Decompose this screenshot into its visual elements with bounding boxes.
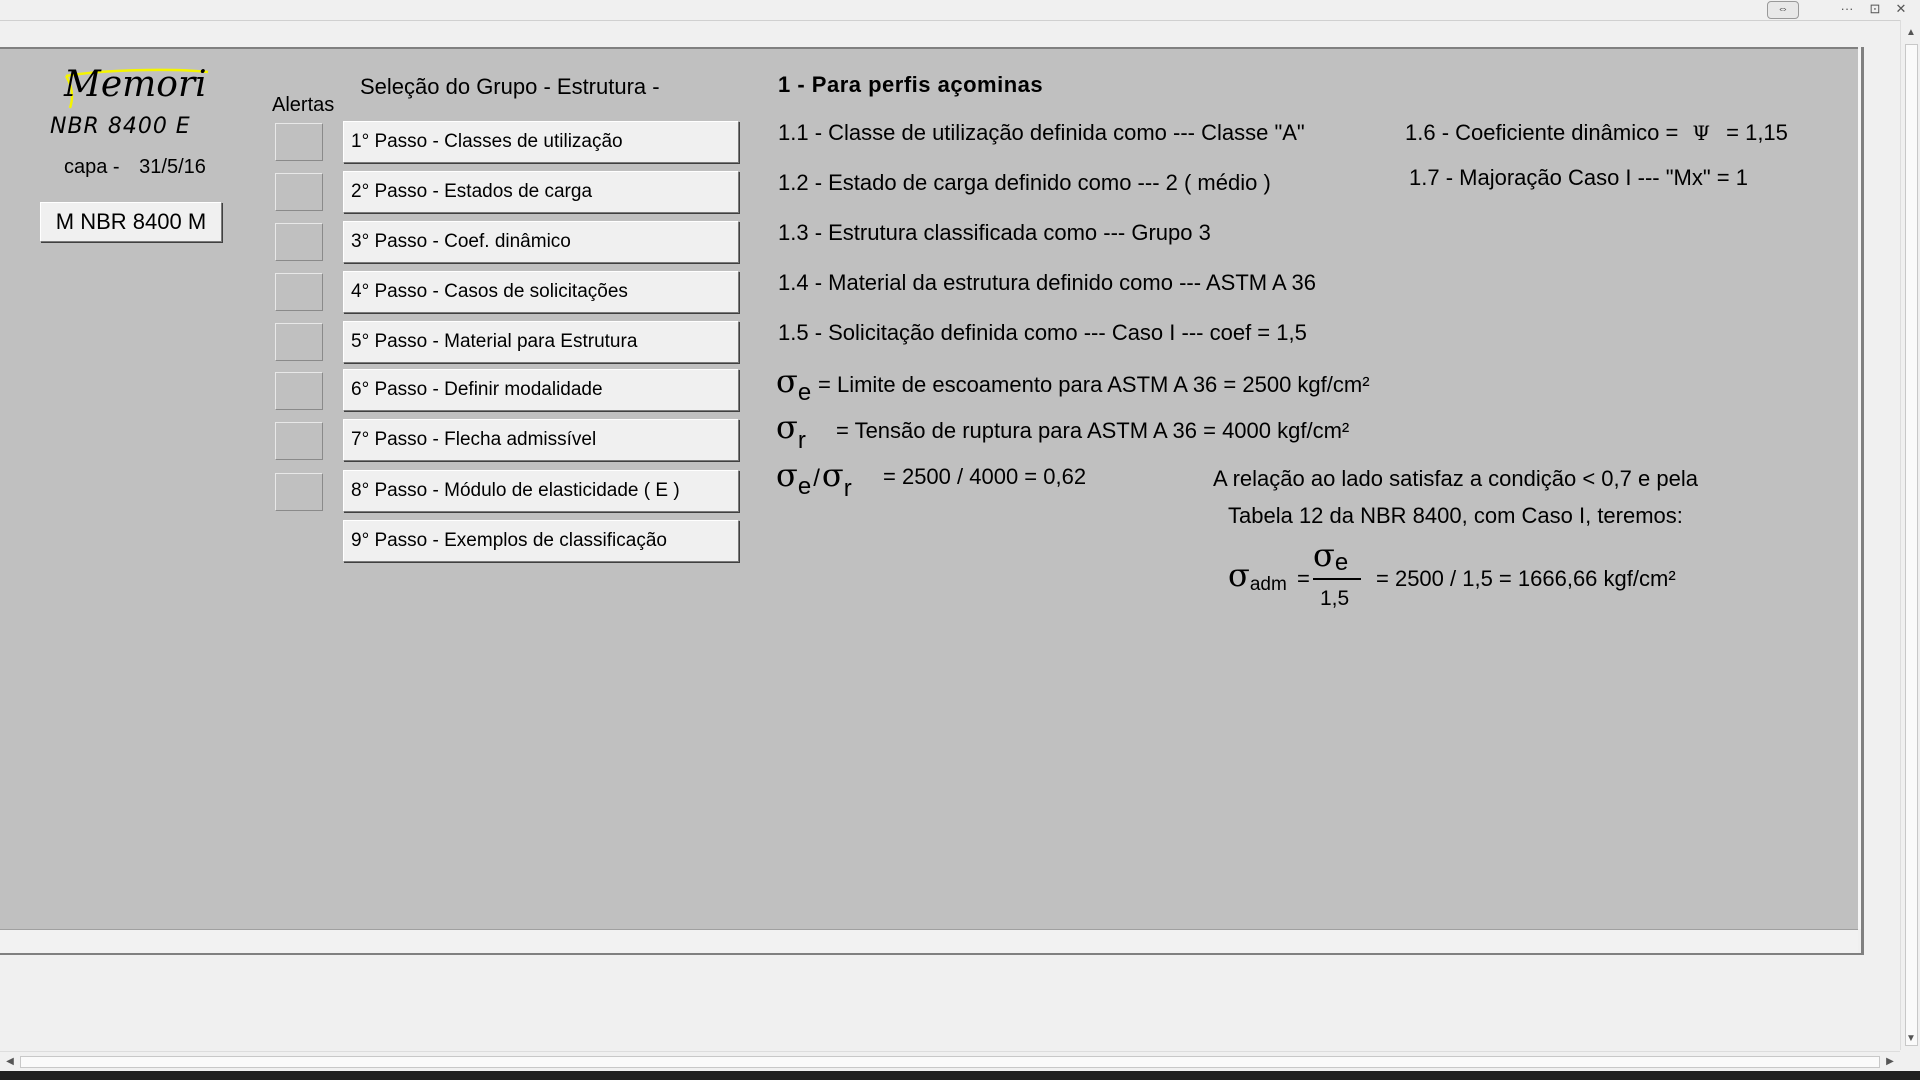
memori-logo: Memori <box>64 64 207 105</box>
result-1-5: 1.5 - Solicitação definida como --- Caso I --- coef = 1,5 <box>778 320 1307 345</box>
fraction-numerator <box>1313 536 1348 574</box>
alert-indicator <box>275 273 323 311</box>
subscript-adm: adm <box>1249 574 1287 595</box>
result-1-3: 1.3 - Estrutura classificada como --- Grupo 3 <box>778 220 1211 245</box>
date-value: 31/5/16 <box>139 156 206 178</box>
subscript-e: e <box>797 379 812 406</box>
psi-symbol: Ψ <box>1692 121 1710 145</box>
alert-indicator <box>275 223 323 261</box>
scroll-up-icon[interactable]: ▲ <box>1906 27 1916 38</box>
maximize-icon[interactable]: ⊡ <box>1869 1 1881 16</box>
sigma-symbol: σ <box>821 456 844 494</box>
fraction-bar <box>1313 578 1361 580</box>
alert-indicator <box>275 422 323 460</box>
sigma-symbol: σ <box>1313 536 1335 574</box>
step-1-button[interactable]: 1° Passo - Classes de utilização <box>343 121 739 163</box>
scroll-right-icon[interactable]: ▶ <box>1886 1056 1894 1067</box>
bottom-edge <box>0 1071 1920 1080</box>
result-1-4: 1.4 - Material da estrutura definido como --- ASTM A 36 <box>778 270 1317 295</box>
sigma-r-line <box>776 408 806 454</box>
condition-note-line2: Tabela 12 da NBR 8400, com Caso I, teremos: <box>1228 503 1683 528</box>
subscript-r: r <box>843 475 852 502</box>
step-5-button[interactable]: 5° Passo - Material para Estrutura <box>343 321 739 363</box>
formula-equals: = <box>1297 566 1310 591</box>
sigma-adm <box>1228 556 1287 594</box>
horizontal-scrollbar[interactable] <box>0 1051 1900 1072</box>
norm-label: NBR 8400 E <box>50 114 191 139</box>
m-nbr-8400-button[interactable]: M NBR 8400 M <box>40 202 222 242</box>
result-1-2: 1.2 - Estado de carga definido como --- 2 ( médio ) <box>778 170 1271 195</box>
alerts-label: Alertas <box>272 94 335 116</box>
group-selection-title: Seleção do Grupo - Estrutura - <box>360 74 660 99</box>
sigma-symbol: σ <box>776 408 798 446</box>
alert-indicator <box>275 372 323 410</box>
step-4-button[interactable]: 4° Passo - Casos de solicitações <box>343 271 739 313</box>
step-6-button[interactable]: 6° Passo - Definir modalidade <box>343 369 739 411</box>
sigma-symbol: σ <box>776 362 798 400</box>
alert-indicator <box>275 173 323 211</box>
ratio-value: = 2500 / 4000 = 0,62 <box>883 464 1087 489</box>
ratio-slash: / <box>813 465 820 492</box>
capa-label: capa - <box>64 156 120 178</box>
result-1-7: 1.7 - Majoração Caso I --- "Mx" = 1 <box>1409 165 1749 190</box>
sigma-e-line <box>776 362 812 406</box>
step-9-button[interactable]: 9° Passo - Exemplos de classificação <box>343 520 739 562</box>
more-options-icon[interactable]: ··· <box>1840 1 1854 16</box>
vertical-scroll-track[interactable] <box>1905 44 1918 1046</box>
alert-indicator <box>275 323 323 361</box>
subscript-e: e <box>797 473 812 500</box>
result-1-6-label: 1.6 - Coeficiente dinâmico = <box>1405 120 1679 145</box>
capa-date <box>64 156 206 179</box>
results-heading: 1 - Para perfis açominas <box>778 72 1044 97</box>
condition-note-line1: A relação ao lado satisfaz a condição < 0,7 e pela <box>1213 466 1698 491</box>
result-1-1: 1.1 - Classe de utilização definida como --- Classe "A" <box>778 120 1305 145</box>
sigma-e-description: = Limite de escoamento para ASTM A 36 = 2500 kgf/cm² <box>818 372 1370 397</box>
step-8-button[interactable]: 8° Passo - Módulo de elasticidade ( E ) <box>343 470 739 512</box>
alert-indicator <box>275 473 323 511</box>
sigma-r-description: = Tensão de ruptura para ASTM A 36 = 4000 kgf/cm² <box>836 418 1350 443</box>
lower-border <box>0 953 1864 955</box>
result-1-6-value: = 1,15 <box>1726 120 1788 145</box>
sigma-symbol: σ <box>776 456 798 494</box>
vertical-scrollbar[interactable] <box>1900 20 1920 1050</box>
step-3-button[interactable]: 3° Passo - Coef. dinâmico <box>343 221 739 263</box>
lower-strip <box>0 929 1858 954</box>
sigma-adm-result: = 2500 / 1,5 = 1666,66 kgf/cm² <box>1376 566 1676 591</box>
result-1-6 <box>1405 120 1788 146</box>
close-icon[interactable]: ✕ <box>1895 1 1907 16</box>
step-2-button[interactable]: 2° Passo - Estados de carga <box>343 171 739 213</box>
subscript-r: r <box>797 427 806 454</box>
horizontal-scroll-track[interactable] <box>20 1056 1880 1068</box>
title-bar <box>0 0 1900 21</box>
scroll-down-icon[interactable]: ▼ <box>1906 1033 1916 1044</box>
restore-icon[interactable]: ⇔ <box>1767 1 1799 19</box>
alert-indicator <box>275 123 323 161</box>
fraction-denominator: 1,5 <box>1320 587 1350 610</box>
subscript-e: e <box>1334 549 1349 576</box>
sigma-symbol: σ <box>1228 556 1250 594</box>
step-7-button[interactable]: 7° Passo - Flecha admissível <box>343 419 739 461</box>
sigma-ratio <box>776 456 852 502</box>
panel-right-border <box>1861 47 1864 954</box>
scroll-left-icon[interactable]: ◀ <box>6 1056 14 1067</box>
